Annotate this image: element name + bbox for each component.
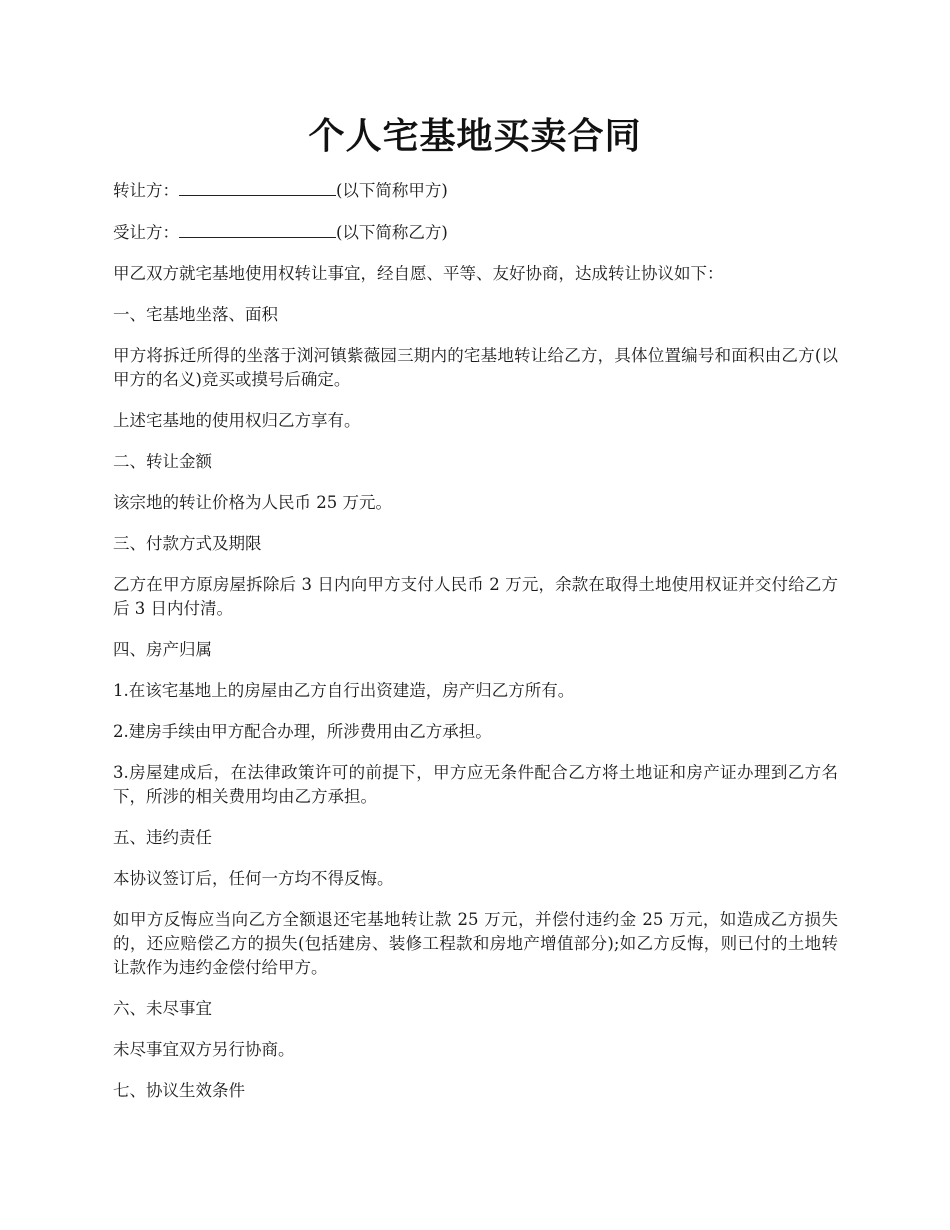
section-paragraph: 上述宅基地的使用权归乙方享有。	[113, 411, 361, 430]
transferor-label: 转让方：	[113, 181, 179, 200]
transferor-suffix: (以下简称甲方)	[336, 181, 448, 200]
transferee-blank	[179, 220, 336, 238]
section-heading: 一、宅基地坐落、面积	[113, 305, 278, 324]
section-heading: 五、违约责任	[113, 828, 212, 847]
section-paragraph: 如甲方反悔应当向乙方全额退还宅基地转让款 25 万元，并偿付违约金 25 万元，如造成乙方损失的，还应赔偿乙方的损失(包括建房、装修工程款和房地产增值部分);如乙方反悔，则已付的土地转让款作为违约金偿付给甲方。	[113, 910, 838, 977]
section-paragraph: 乙方在甲方原房屋拆除后 3 日内向甲方支付人民币 2 万元，余款在取得土地使用权证并交付给乙方后 3 日内付清。	[113, 575, 838, 618]
transferee-line	[113, 220, 838, 245]
section-heading: 二、转让金额	[113, 452, 212, 471]
section-paragraph: 1.在该宅基地上的房屋由乙方自行出资建造，房产归乙方所有。	[113, 681, 575, 700]
transferee-suffix: (以下简称乙方)	[336, 223, 448, 242]
section-heading: 七、协议生效条件	[113, 1081, 245, 1100]
section-paragraph: 未尽事宜双方另行协商。	[113, 1040, 295, 1059]
document-body	[113, 178, 838, 1120]
section-paragraph: 2.建房手续由甲方配合办理，所涉费用由乙方承担。	[113, 722, 492, 741]
preamble: 甲乙双方就宅基地使用权转让事宜，经自愿、平等、友好协商，达成转让协议如下：	[113, 264, 724, 283]
section-heading: 四、房产归属	[113, 640, 212, 659]
section-heading: 六、未尽事宜	[113, 999, 212, 1018]
section-paragraph: 本协议签订后，任何一方均不得反悔。	[113, 869, 394, 888]
transferee-label: 受让方：	[113, 223, 179, 242]
transferor-blank	[179, 178, 336, 196]
section-paragraph: 3.房屋建成后，在法律政策许可的前提下，甲方应无条件配合乙方将土地证和房产证办理到乙方名下，所涉的相关费用均由乙方承担。	[113, 763, 838, 806]
transferor-line	[113, 178, 838, 203]
section-paragraph: 甲方将拆迁所得的坐落于浏河镇紫薇园三期内的宅基地转让给乙方，具体位置编号和面积由乙方(以甲方的名义)竞买或摸号后确定。	[113, 346, 838, 389]
section-paragraph: 该宗地的转让价格为人民币 25 万元。	[113, 493, 392, 512]
section-heading: 三、付款方式及期限	[113, 534, 262, 553]
document-title: 个人宅基地买卖合同	[308, 115, 642, 157]
